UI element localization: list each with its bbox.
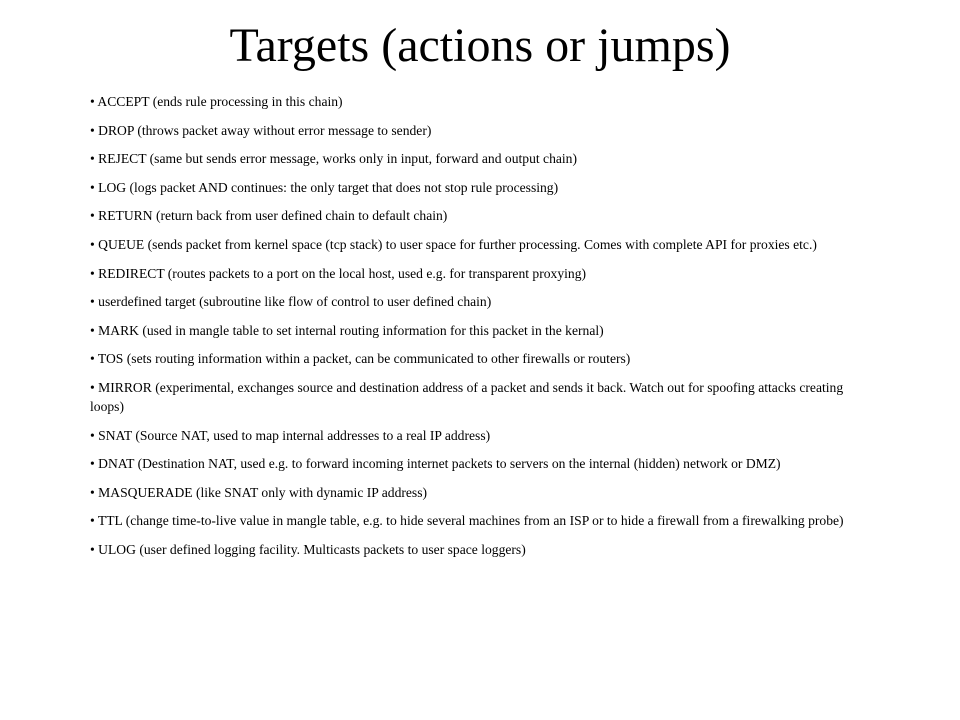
- bullet-text: TOS (sets routing information within a packet, can be communicated to other firewalls or routers): [97, 351, 631, 367]
- bullet-item-ulog: [90, 540, 880, 559]
- bullet-glyph: •: [90, 151, 95, 167]
- bullet-item-masquerade: [90, 483, 880, 502]
- bullet-text: REJECT (same but sends error message, works only in input, forward and output chain): [98, 151, 578, 167]
- bullet-text: RETURN (return back from user defined chain to default chain): [98, 208, 448, 224]
- bullet-glyph: •: [90, 236, 95, 252]
- bullet-item-queue: [90, 235, 880, 254]
- bullet-glyph: •: [90, 484, 95, 500]
- bullet-glyph: •: [90, 322, 95, 338]
- bullet-text: userdefined target (subroutine like flow of control to user defined chain): [98, 294, 492, 310]
- bullet-glyph: •: [90, 513, 95, 529]
- bullet-glyph: •: [90, 265, 95, 281]
- bullet-item-dnat: [90, 454, 880, 473]
- bullet-item-snat: [90, 426, 880, 445]
- bullet-item-tos: [90, 349, 880, 368]
- bullet-item-ttl: [90, 511, 880, 530]
- bullet-item-log: [90, 178, 880, 197]
- bullet-item-drop: [90, 121, 880, 140]
- bullet-glyph: •: [90, 94, 95, 109]
- bullet-glyph: •: [90, 351, 95, 367]
- bullet-glyph: •: [90, 456, 95, 472]
- bullet-text: TTL (change time-to-live value in mangle table, e.g. to hide several machines from an ISP or to hide a firewall from a firewalking probe): [97, 513, 844, 529]
- bullet-glyph: •: [90, 294, 95, 310]
- bullet-text: QUEUE (sends packet from kernel space (tcp stack) to user space for further processing. Comes with complete API for proxies etc.): [98, 236, 817, 252]
- bullet-text: MASQUERADE (like SNAT only with dynamic IP address): [98, 484, 428, 500]
- bullet-text: LOG (logs packet AND continues: the only target that does not stop rule processing): [98, 179, 559, 195]
- bullet-glyph: •: [90, 122, 95, 138]
- bullet-item-userdefined: [90, 292, 880, 311]
- bullet-text: DROP (throws packet away without error message to sender): [98, 122, 432, 138]
- bullet-glyph: •: [90, 179, 95, 195]
- bullet-glyph: •: [90, 541, 95, 557]
- bullet-text: SNAT (Source NAT, used to map internal addresses to a real IP address): [98, 427, 491, 443]
- bullet-item-mirror: [90, 378, 880, 416]
- bullet-item-redirect: [90, 264, 880, 283]
- bullet-item-reject: [90, 149, 880, 168]
- bullet-glyph: •: [90, 379, 95, 395]
- bullet-text: ACCEPT (ends rule processing in this chain): [97, 94, 343, 109]
- bullet-glyph: •: [90, 208, 95, 224]
- bullet-text: MIRROR (experimental, exchanges source and destination address of a packet and sends it back. Watch out for spoofing attacks creating loops): [90, 379, 844, 414]
- bullet-list: [90, 92, 880, 569]
- bullet-item-accept: [90, 92, 880, 111]
- slide-title: Targets (actions or jumps): [229, 19, 731, 72]
- bullet-item-return: [90, 206, 880, 225]
- bullet-glyph: •: [90, 427, 95, 443]
- bullet-text: ULOG (user defined logging facility. Multicasts packets to user space loggers): [98, 541, 526, 557]
- bullet-text: REDIRECT (routes packets to a port on the local host, used e.g. for transparent proxying): [98, 265, 587, 281]
- bullet-text: MARK (used in mangle table to set internal routing information for this packet in the kernal): [98, 322, 604, 338]
- bullet-item-mark: [90, 321, 880, 340]
- bullet-text: DNAT (Destination NAT, used e.g. to forward incoming internet packets to servers on the internal (hidden) network or DMZ): [98, 456, 781, 472]
